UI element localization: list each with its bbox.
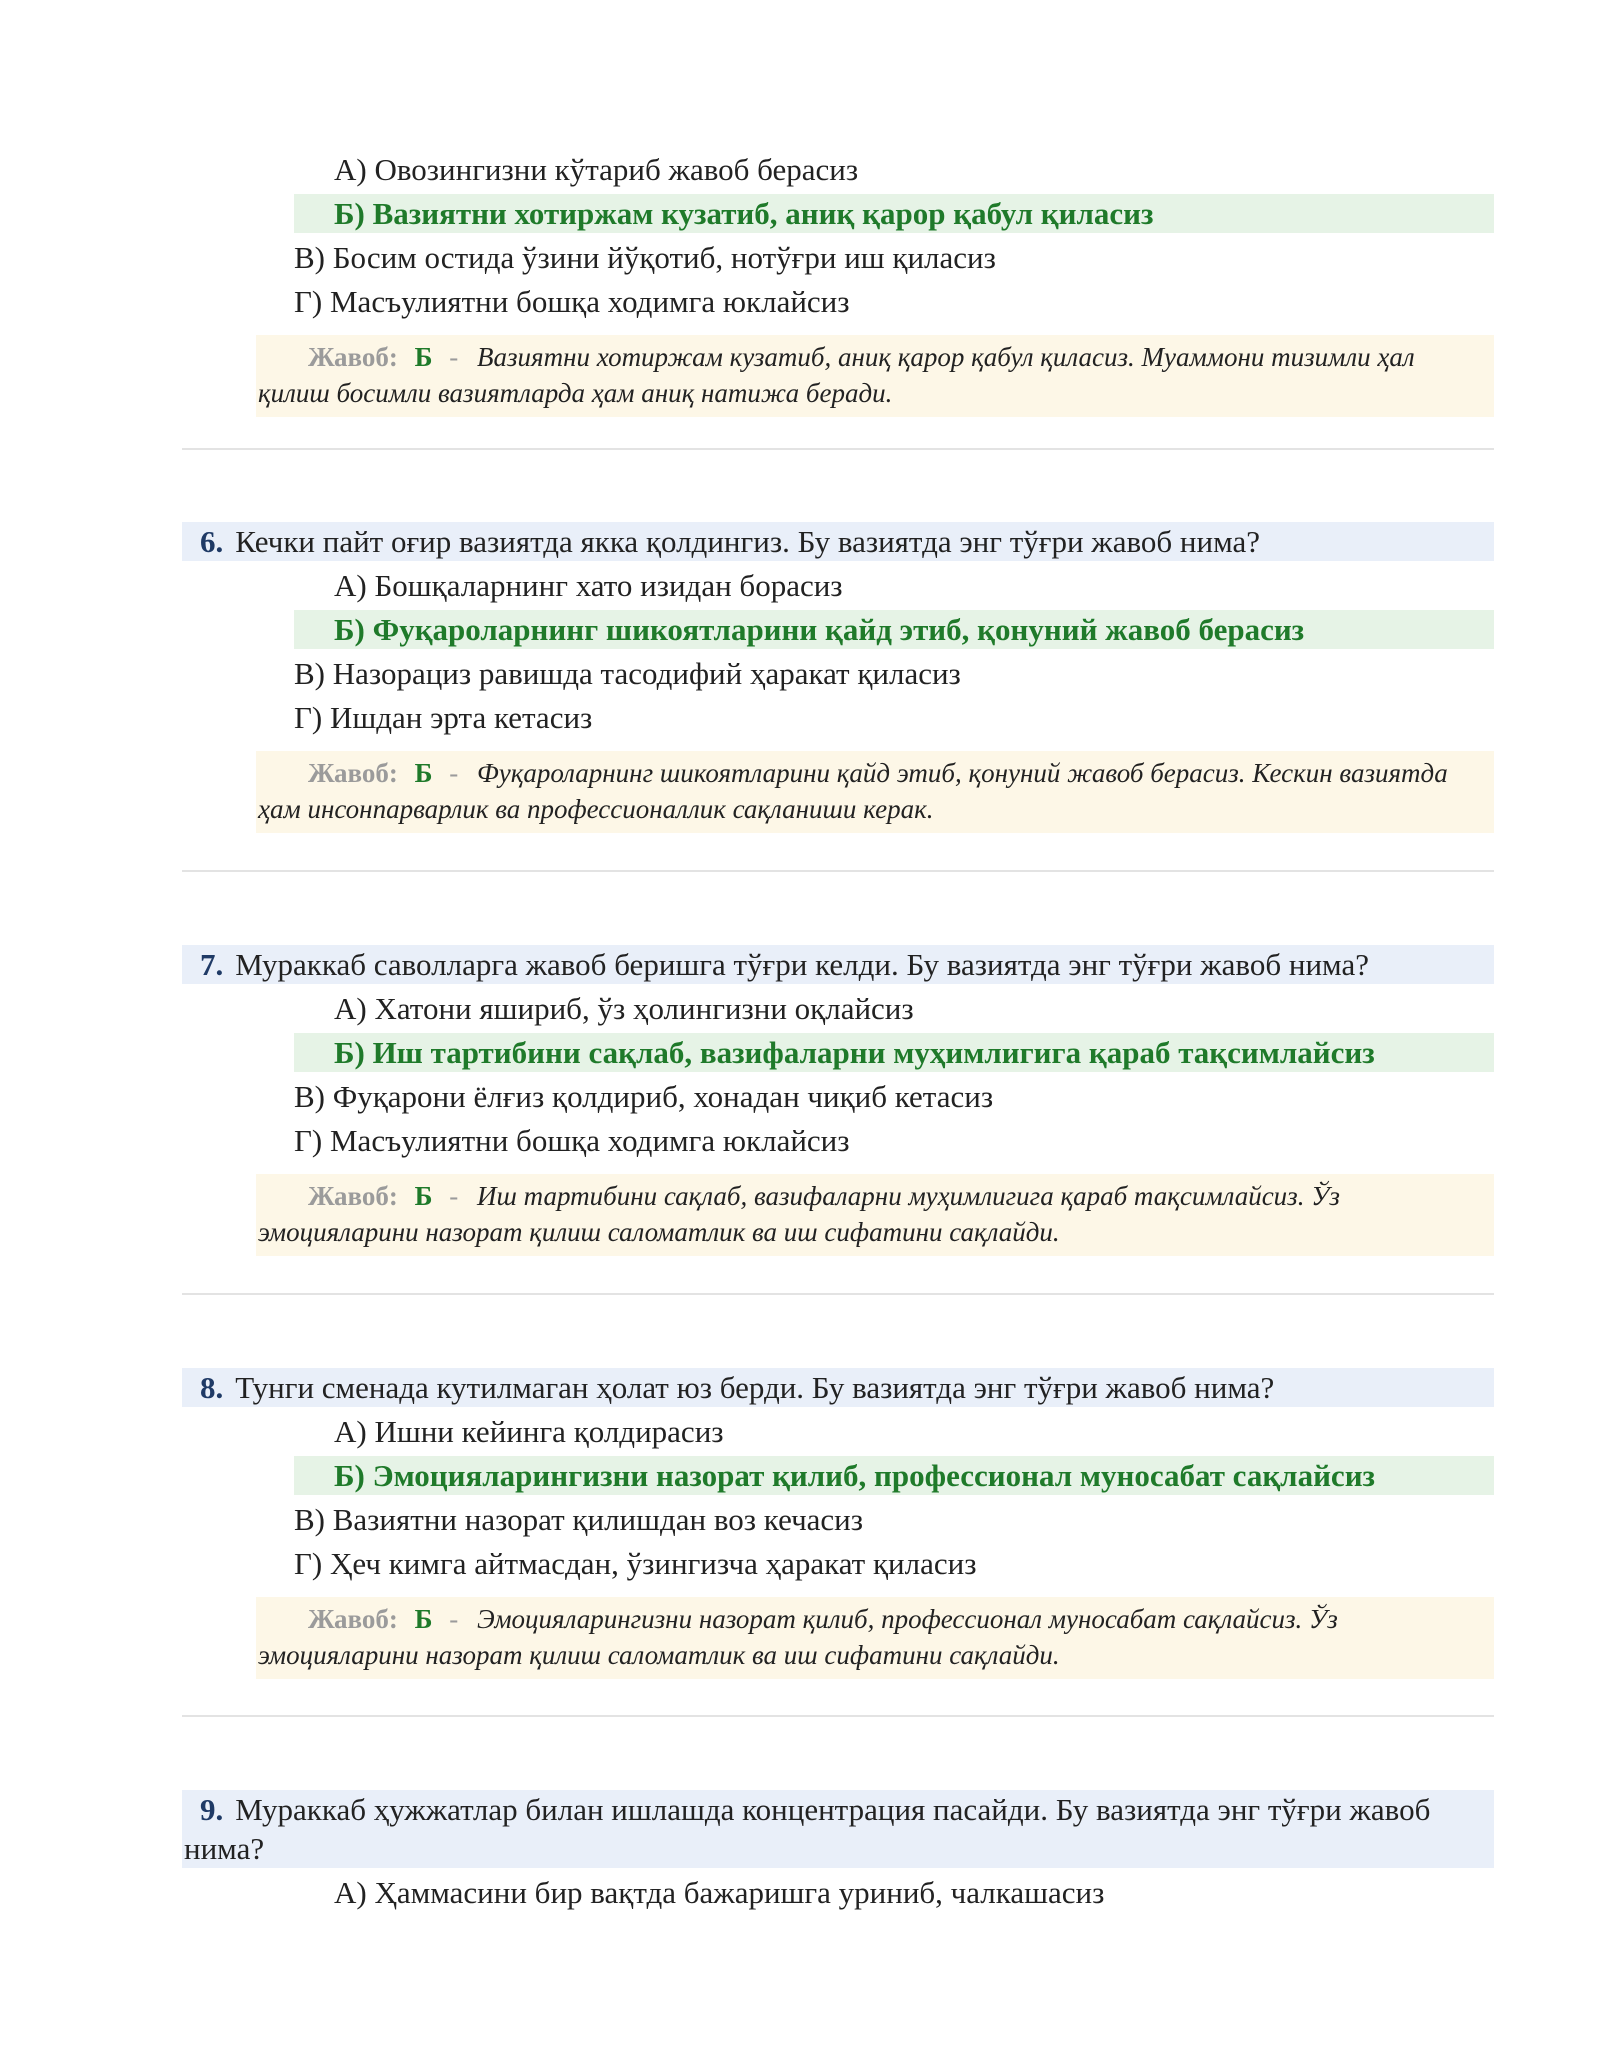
- option-c: В) Фуқарони ёлғиз қолдириб, хонадан чиқиб кетасиз: [294, 1079, 994, 1114]
- answer-dash: -: [449, 1181, 459, 1211]
- answer-box: [256, 1597, 1494, 1679]
- option-a: А) Хатони яшириб, ўз ҳолингизни оқлайсиз: [334, 991, 914, 1026]
- option-b-correct: Б) Эмоцияларингизни назорат қилиб, профессионал муносабат сақлайсиз: [294, 1456, 1494, 1495]
- question-block-8: [182, 1368, 1494, 1679]
- answer-dash: -: [449, 342, 459, 372]
- option-b-correct: Б) Фуқароларнинг шикоятларини қайд этиб, қонуний жавоб берасиз: [294, 610, 1494, 649]
- option-b-correct: Б) Вазиятни хотиржам кузатиб, аниқ қарор қабул қиласиз: [294, 194, 1494, 233]
- answer-letter: Б: [414, 1181, 433, 1211]
- answer-letter: Б: [414, 758, 433, 788]
- option-a: А) Бошқаларнинг хато изидан борасиз: [334, 568, 843, 603]
- divider: [182, 448, 1494, 450]
- option-d: Г) Масъулиятни бошқа ходимга юклайсиз: [294, 284, 850, 319]
- question-number: 7.: [200, 947, 224, 982]
- question-text: Кечки пайт оғир вазиятда якка қолдингиз. Бу вазиятда энг тўғри жавоб нима?: [235, 524, 1261, 559]
- option-d: Г) Масъулиятни бошқа ходимга юклайсиз: [294, 1123, 850, 1158]
- answer-explanation: Иш тартибини сақлаб, вазифаларни муҳимлигига қараб тақсимлайсиз. Ўз эмоцияларини назорат қилиш саломатлик ва иш сифатини сақлайди.: [258, 1181, 1340, 1247]
- divider: [182, 870, 1494, 872]
- answer-explanation: Эмоцияларингизни назорат қилиб, профессионал муносабат сақлайсиз. Ўз эмоцияларини назорат қилиш саломатлик ва иш сифатини сақлайди.: [258, 1604, 1338, 1670]
- option-b-correct: Б) Иш тартибини сақлаб, вазифаларни муҳимлигига қараб тақсимлайсиз: [294, 1033, 1494, 1072]
- answer-label: Жавоб:: [308, 758, 398, 788]
- question-text: Тунги сменада кутилмаган ҳолат юз берди. Бу вазиятда энг тўғри жавоб нима?: [235, 1370, 1275, 1405]
- option-c: В) Босим остида ўзини йўқотиб, нотўғри иш қиласиз: [294, 240, 996, 275]
- answer-box: [256, 1174, 1494, 1256]
- question-block-5: [182, 145, 1494, 417]
- option-d: Г) Ишдан эрта кетасиз: [294, 700, 593, 735]
- question-heading: [182, 945, 1494, 984]
- question-block-6: [182, 522, 1494, 833]
- answer-box: [256, 751, 1494, 833]
- answer-dash: -: [449, 1604, 459, 1634]
- question-number: 6.: [200, 524, 224, 559]
- answer-letter: Б: [414, 342, 433, 372]
- question-heading: [182, 1790, 1494, 1868]
- answer-letter: Б: [414, 1604, 433, 1634]
- question-heading: [182, 522, 1494, 561]
- answer-label: Жавоб:: [308, 1604, 398, 1634]
- answer-label: Жавоб:: [308, 342, 398, 372]
- answer-dash: -: [449, 758, 459, 788]
- option-a: А) Овозингизни кўтариб жавоб берасиз: [334, 152, 859, 187]
- question-number: 8.: [200, 1370, 224, 1405]
- question-text: Мураккаб ҳужжатлар билан ишлашда концентрация пасайди. Бу вазиятда энг тўғри жавоб нима?: [184, 1792, 1431, 1866]
- answer-explanation: Вазиятни хотиржам кузатиб, аниқ қарор қабул қиласиз. Муаммони тизимли ҳал қилиш босимли вазиятларда ҳам аниқ натижа беради.: [258, 342, 1415, 408]
- question-heading: [182, 1368, 1494, 1407]
- option-c: В) Вазиятни назорат қилишдан воз кечасиз: [294, 1502, 864, 1537]
- option-a: А) Ишни кейинга қолдирасиз: [334, 1414, 724, 1449]
- option-c: В) Назорациз равишда тасодифий ҳаракат қиласиз: [294, 656, 961, 691]
- answer-label: Жавоб:: [308, 1181, 398, 1211]
- question-number: 9.: [200, 1792, 224, 1827]
- answer-box: [256, 335, 1494, 417]
- divider: [182, 1715, 1494, 1717]
- question-text: Мураккаб саволларга жавоб беришга тўғри келди. Бу вазиятда энг тўғри жавоб нима?: [235, 947, 1369, 982]
- divider: [182, 1293, 1494, 1295]
- option-d: Г) Ҳеч кимга айтмасдан, ўзингизча ҳаракат қиласиз: [294, 1546, 977, 1581]
- answer-explanation: Фуқароларнинг шикоятларини қайд этиб, қонуний жавоб берасиз. Кескин вазиятда ҳам инсонпарварлик ва профессионаллик сақланиши керак.: [258, 758, 1448, 824]
- question-block-7: [182, 945, 1494, 1256]
- option-a: А) Ҳаммасини бир вақтда бажаришга уриниб, чалкашасиз: [334, 1875, 1105, 1910]
- question-block-9: [182, 1790, 1494, 1912]
